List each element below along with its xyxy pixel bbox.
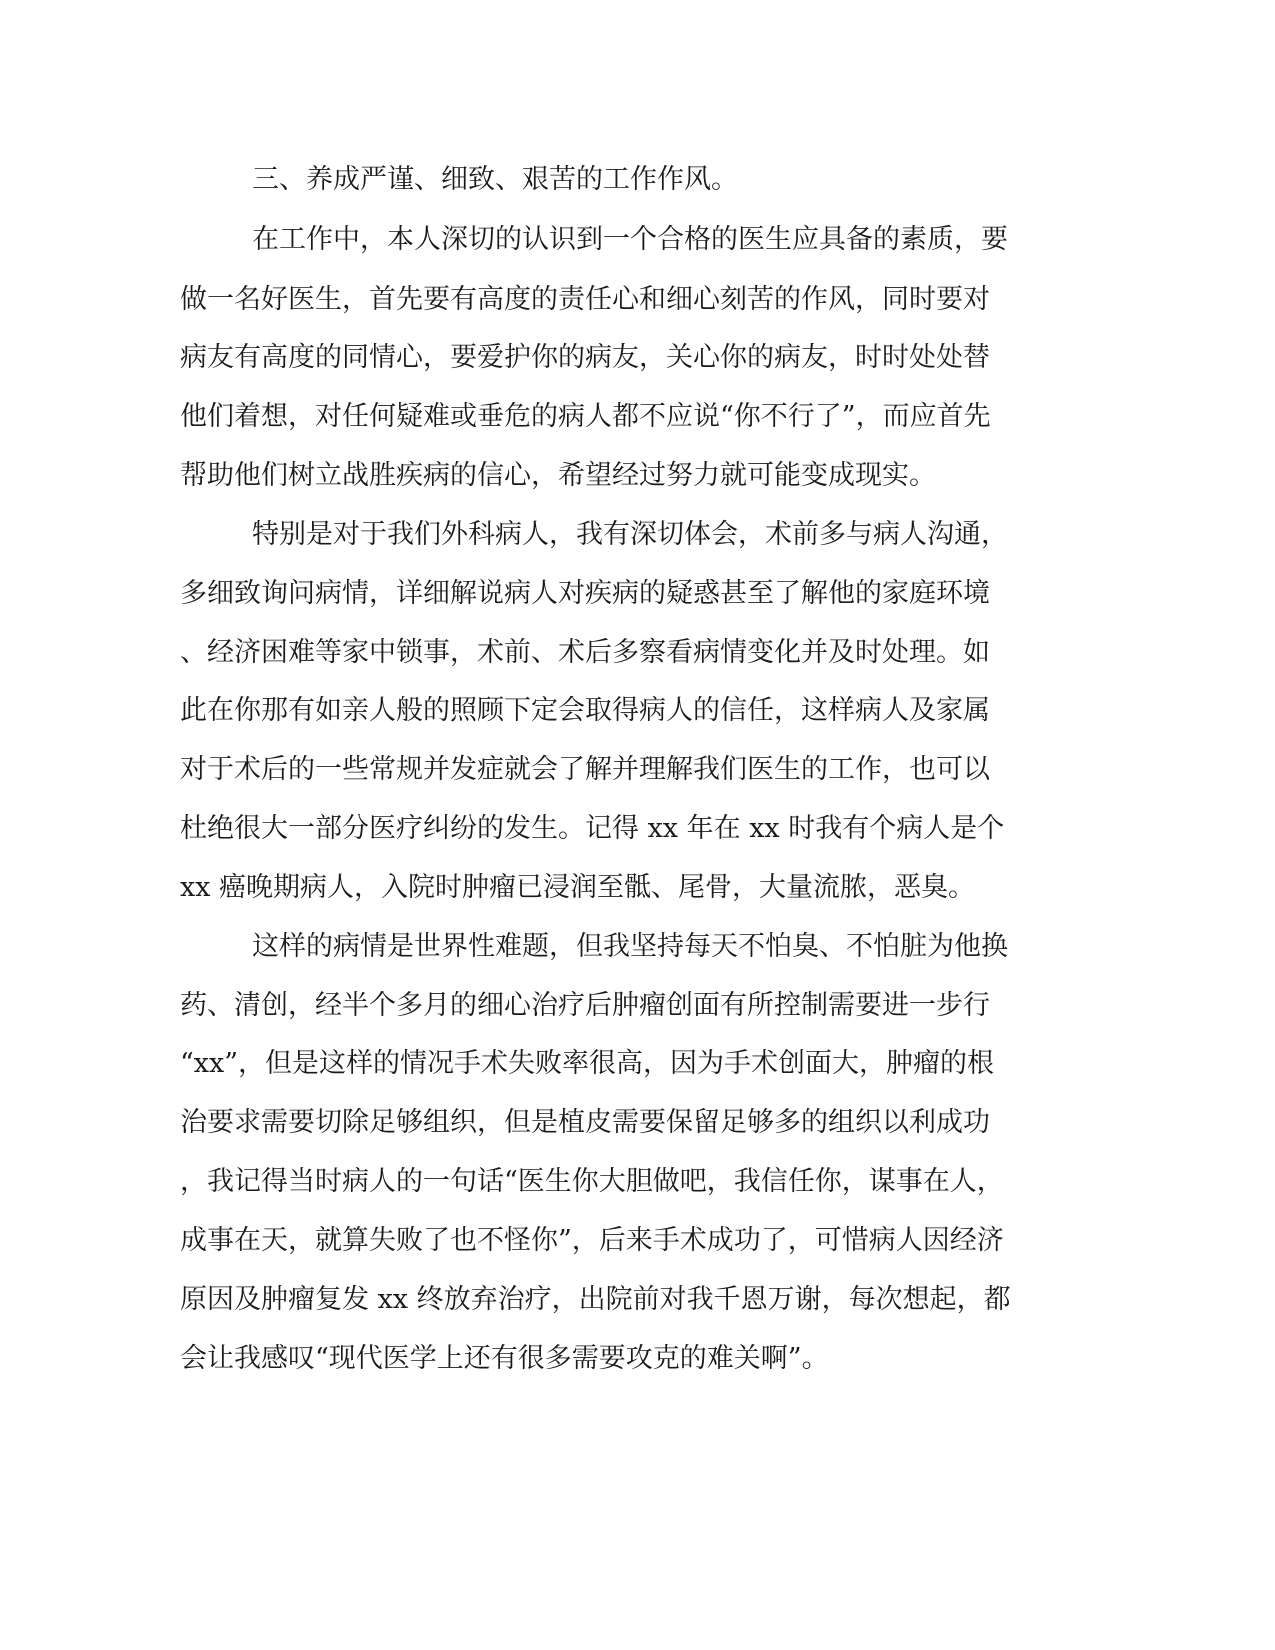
paragraph-line: 病友有高度的同情心，要爱护你的病友，关心你的病友，时时处处替 — [180, 342, 990, 373]
paragraph-line: 这样的病情是世界性难题，但我坚持每天不怕臭、不怕脏为他换 — [252, 931, 1008, 962]
paragraph-line: 原因及肿瘤复发 xx 终放弃治疗，出院前对我千恩万谢，每次想起，都 — [180, 1284, 1011, 1315]
section-heading: 三、养成严谨、细致、艰苦的工作作风。 — [252, 164, 738, 195]
paragraph-line: 做一名好医生，首先要有高度的责任心和细心刻苦的作风，同时要对 — [180, 284, 990, 315]
paragraph-line: ，我记得当时病人的一句话“医生你大胆做吧，我信任你，谋事在人， — [180, 1166, 1004, 1197]
paragraph-line: “xx”，但是这样的情况手术失败率很高，因为手术创面大，肿瘤的根 — [180, 1048, 995, 1079]
paragraph-line: 、经济困难等家中锁事，术前、术后多察看病情变化并及时处理。如 — [180, 637, 990, 668]
paragraph-line: 多细致询问病情，详细解说病人对疾病的疑惑甚至了解他的家庭环境 — [180, 578, 990, 609]
paragraph-line: 他们着想，对任何疑难或垂危的病人都不应说“你不行了”，而应首先 — [180, 401, 991, 432]
paragraph-line: 特别是对于我们外科病人，我有深切体会，术前多与病人沟通， — [252, 519, 1008, 550]
paragraph-line: 成事在天，就算失败了也不怪你”，后来手术成功了，可惜病人因经济 — [180, 1225, 1004, 1256]
paragraph-line: 会让我感叹“现代医学上还有很多需要攻克的难关啊”。 — [180, 1343, 829, 1374]
paragraph-line: xx 癌晚期病人，入院时肿瘤已浸润至骶、尾骨，大量流脓，恶臭。 — [180, 872, 976, 903]
paragraph-line: 治要求需要切除足够组织，但是植皮需要保留足够多的组织以利成功 — [180, 1107, 990, 1138]
paragraph-line: 帮助他们树立战胜疾病的信心，希望经过努力就可能变成现实。 — [180, 460, 936, 491]
paragraph-line: 杜绝很大一部分医疗纠纷的发生。记得 xx 年在 xx 时我有个病人是个 — [180, 813, 1005, 844]
paragraph-line: 此在你那有如亲人般的照顾下定会取得病人的信任，这样病人及家属 — [180, 695, 990, 726]
paragraph-line: 在工作中，本人深切的认识到一个合格的医生应具备的素质，要 — [252, 224, 1008, 255]
paragraph-line: 药、清创，经半个多月的细心治疗后肿瘤创面有所控制需要进一步行 — [180, 990, 990, 1021]
paragraph-line: 对于术后的一些常规并发症就会了解并理解我们医生的工作，也可以 — [180, 754, 990, 785]
